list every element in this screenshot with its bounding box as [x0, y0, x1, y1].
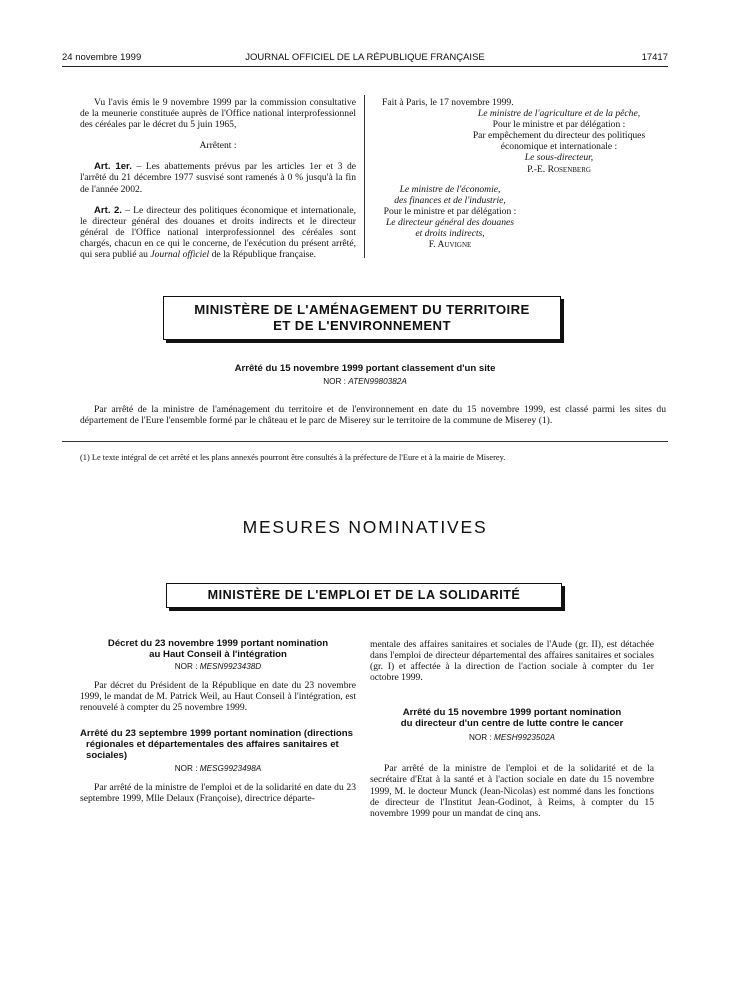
article-1-label: Art. 1er. [94, 161, 132, 173]
directeur-douanes-b: et droits indirects, [415, 228, 485, 240]
top-right-column [370, 97, 654, 250]
arrete-3-nor [370, 733, 654, 742]
section-title-mesures-nominatives: MESURES NOMINATIVES [242, 517, 488, 537]
site-arrete-body: Par arrêté de la ministre de l'aménagement du territoire et de l'environnement en date du 15 novembre 1999, est classé parmi les sites du département de l'Eure l'ensemble formé par le château et le parc de Miserey sur le territoire de la commune de Miserey (1). [80, 404, 666, 427]
article-2-text-a: – Le directeur des politiques économique et internationale, le directeur général des douanes et droits indirects et le directeur général de l'Office national interprofessionnel des céréales sont chargés, chacun en ce qui le concerne, de l'exécution du présent arrêté, qui sera publié au [80, 204, 356, 261]
arrete-2-body-left: Par arrêté de la ministre de l'emploi et de la solidarité en date du 23 septembre 1999, Mlle Delaux (Françoise), directrice départe- [80, 782, 356, 805]
nor-label: NOR : [174, 764, 200, 774]
nor-code: ATEN9980382A [348, 377, 407, 386]
arrete-3-title-b: du directeur d'un centre de lutte contre le cancer [400, 718, 624, 730]
decret-1-body: Par décret du Président de la République en date du 23 novembre 1999, le mandat de M. Patrick Weil, au Haut Conseil à l'intégration, est renouvelé à compter du 25 novembre 1999. [80, 680, 356, 714]
article-2 [80, 205, 356, 260]
site-arrete-nor [62, 377, 668, 386]
vu-paragraph: Vu l'avis émis le 9 novembre 1999 par la commission consultative de la meunerie constituée auprès de l'Office national interprofessionnel des céréales par le décret du 5 juin 1965, [80, 97, 356, 131]
arretent-line: Arrêtent : [199, 140, 237, 152]
ministry-emploi-box [166, 583, 562, 608]
article-2-journal: Journal officiel [150, 249, 210, 261]
lower-right-column [370, 639, 654, 819]
signatory-auvigne: F. Auvigne [428, 239, 472, 251]
arrete-2-title: Arrêté du 23 septembre 1999 portant nomination (directions régionales et départementales des affaires sanitaires et sociales) [80, 728, 353, 762]
decret-1-title-b: au Haut Conseil à l'intégration [149, 649, 287, 660]
signature-block-economie [370, 184, 530, 251]
signature-block-agriculture [466, 108, 652, 175]
nor-label: NOR : [323, 377, 349, 386]
minister-agriculture: Le ministre de l'agriculture et de la pêche, [477, 108, 641, 120]
ministry-amenagement-box [163, 296, 561, 340]
sous-directeur: Le sous-directeur, [524, 152, 594, 164]
directeur-douanes-a: Le directeur général des douanes [385, 216, 515, 228]
site-arrete-title: Arrêté du 15 novembre 1999 portant classement d'un site [234, 363, 496, 374]
nor-label: NOR : [174, 662, 200, 671]
decret-1-title-a: Décret du 23 novembre 1999 portant nomination [107, 638, 329, 649]
nor-code: MESG9923498A [199, 764, 262, 774]
minister-economie-b: des finances et de l'industrie, [394, 194, 506, 206]
ministry-amenagement-line1: MINISTÈRE DE L'AMÉNAGEMENT DU TERRITOIRE [194, 302, 530, 317]
header-journal-title: JOURNAL OFFICIEL DE LA RÉPUBLIQUE FRANÇAISE [245, 52, 485, 63]
top-left-column [80, 97, 356, 260]
signatory-rosenberg: P.-E. Rosenberg [527, 163, 591, 175]
lower-left-column [80, 638, 356, 804]
delegation-2: Pour le ministre et par délégation : [383, 205, 517, 217]
nor-label: NOR : [468, 733, 495, 743]
article-1 [80, 161, 356, 194]
arrete-2-nor [80, 764, 356, 773]
arrete-3-title-a: Arrêté du 15 novembre 1999 portant nomination [402, 707, 622, 719]
nor-code: MESH9923502A [494, 733, 556, 743]
delegation-1: Pour le ministre et par délégation : [492, 119, 626, 131]
nor-code: MESN9923438D [199, 662, 262, 671]
article-1-text: – Les abattements prévus par les articles 1er et 3 de l'arrêté du 21 décembre 1977 susvisé sont ramenés à 0 % jusqu'à la fin de l'année 2002. [80, 161, 357, 195]
header-date: 24 novembre 1999 [62, 52, 142, 63]
decret-1-nor [80, 662, 356, 671]
fait-a-paris: Fait à Paris, le 17 novembre 1999. [382, 97, 514, 108]
footnote-rule [62, 441, 668, 442]
site-arrete-footnote: (1) Le texte intégral de cet arrêté et les plans annexés pourront être consultés à la préfecture de l'Eure et à la mairie de Miserey. [80, 453, 506, 462]
empechement-line: Par empêchement du directeur des politiques économique et internationale : [472, 130, 646, 153]
minister-economie-a: Le ministre de l'économie, [399, 183, 501, 195]
article-2-label: Art. 2. [94, 204, 122, 216]
arrete-2-body-right: mentale des affaires sanitaires et sociales de l'Aude (gr. II), est détachée dans l'emploi de directeur départemental des affaires sanitaires et sociales (gr. I) et affectée à la direction de l'action sociale à compter du 1er octobre 1999. [370, 639, 654, 684]
header-rule [62, 66, 668, 67]
column-divider [364, 95, 365, 258]
header-page-number: 17417 [641, 52, 668, 63]
arrete-3-body: Par arrêté de la ministre de l'emploi et de la solidarité et de la secrétaire d'Etat à la santé et à l'action sociale en date du 15 novembre 1999, M. le docteur Munck (Jean-Nicolas) est nommé dans les fonctions de directeur de l'Institut Jean-Godinot, à Reims, à compter du 15 novembre 1999 pour un mandat de cinq ans. [370, 763, 654, 819]
article-2-text-b: de la République française. [209, 249, 317, 261]
ministry-emploi-line1: MINISTÈRE DE L'EMPLOI ET DE LA SOLIDARITÉ [207, 588, 521, 602]
ministry-amenagement-line2: ET DE L'ENVIRONNEMENT [273, 318, 451, 333]
